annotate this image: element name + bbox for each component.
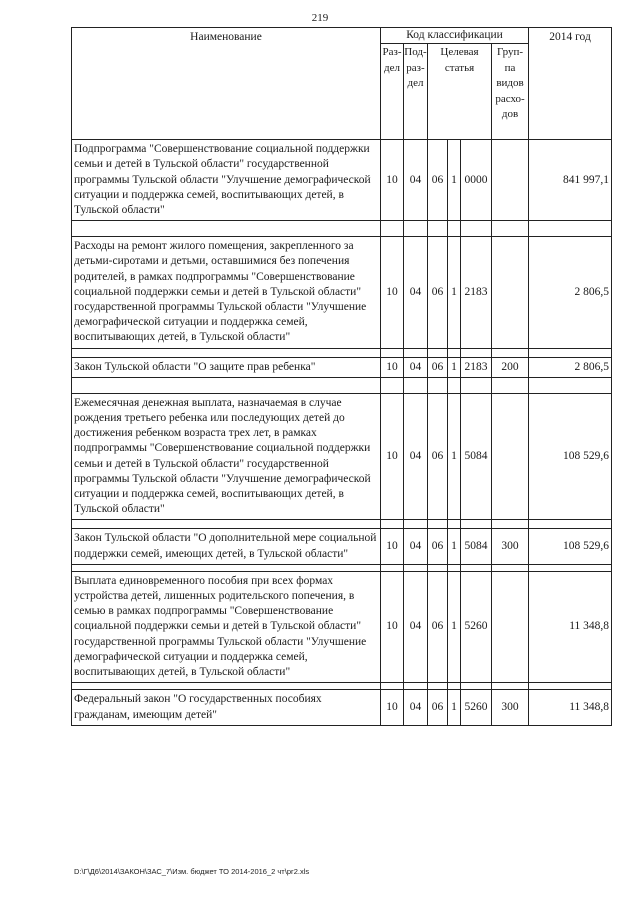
row-podrazdel: 04 xyxy=(404,393,428,520)
row-target-part1: 06 xyxy=(428,571,448,682)
row-spacer xyxy=(72,348,612,357)
table-row xyxy=(72,393,612,520)
row-amount: 11 348,8 xyxy=(529,571,612,682)
row-amount: 108 529,6 xyxy=(529,529,612,564)
row-name: Закон Тульской области "О защите прав ребенка" xyxy=(72,357,381,377)
table-row xyxy=(72,140,612,221)
row-target-part3: 0000 xyxy=(461,140,492,221)
row-target-part1: 06 xyxy=(428,237,448,348)
row-podrazdel: 04 xyxy=(404,357,428,377)
row-target-part1: 06 xyxy=(428,140,448,221)
row-name: Выплата единовременного пособия при всех формах устройства детей, лишенных родительского попечения, в семью в рамках подпрограммы "Совершенствование социальной поддержки семьи и детей в Тульской области" государственной программы Тульской области "Улучшение демографической ситуации и поддержка семей, воспитывающих детей, в Тульской области" xyxy=(72,571,381,682)
budget-table xyxy=(71,27,612,726)
row-razdel: 10 xyxy=(381,393,404,520)
row-spacer xyxy=(72,564,612,571)
row-amount: 11 348,8 xyxy=(529,690,612,725)
header-code-group: Код классификации xyxy=(381,28,529,44)
row-name: Расходы на ремонт жилого помещения, закрепленного за детьми-сиротами и детьми, оставшимися без попечения родителей, в рамках подпрограммы "Совершенствование социальной поддержки семьи и детей в Тульской области" государственной программы Тульской области "Улучшение демографической ситуации и поддержка семей, воспитывающих детей, в Тульской области" xyxy=(72,237,381,348)
row-target-part3: 5260 xyxy=(461,571,492,682)
header-year: 2014 год xyxy=(529,28,612,140)
row-amount: 108 529,6 xyxy=(529,393,612,520)
row-target-part3: 5084 xyxy=(461,393,492,520)
row-target-part2: 1 xyxy=(448,140,461,221)
table-row xyxy=(72,529,612,564)
row-spacer xyxy=(72,377,612,393)
table-row xyxy=(72,357,612,377)
row-target-part1: 06 xyxy=(428,357,448,377)
header-target: Целевая статья xyxy=(428,44,492,140)
file-path-footer: D:\Г\Д6\2014\ЗАКОН\ЗАС_7\Изм. бюджет ТО 2014-2016_2 чт\рг2.xls xyxy=(74,867,310,876)
row-razdel: 10 xyxy=(381,529,404,564)
row-amount: 2 806,5 xyxy=(529,357,612,377)
row-name: Федеральный закон "О государственных пособиях гражданам, имеющим детей" xyxy=(72,690,381,725)
page-number: 219 xyxy=(311,12,329,24)
row-target-part1: 06 xyxy=(428,690,448,725)
row-target-part2: 1 xyxy=(448,393,461,520)
row-vid xyxy=(492,237,529,348)
row-target-part3: 5084 xyxy=(461,529,492,564)
header-podrazdel: Под- раз- дел xyxy=(404,44,428,140)
header-row-top xyxy=(72,28,612,44)
table-row xyxy=(72,237,612,348)
row-spacer xyxy=(72,520,612,529)
row-podrazdel: 04 xyxy=(404,690,428,725)
table-row xyxy=(72,690,612,725)
row-target-part2: 1 xyxy=(448,690,461,725)
header-vid: Груп- па видов расхо- дов xyxy=(492,44,529,140)
row-vid: 300 xyxy=(492,529,529,564)
row-podrazdel: 04 xyxy=(404,140,428,221)
row-razdel: 10 xyxy=(381,571,404,682)
row-name: Закон Тульской области "О дополнительной мере социальной поддержки семей, имеющих детей, в Тульской области" xyxy=(72,529,381,564)
header-razdel: Раз- дел xyxy=(381,44,404,140)
row-target-part1: 06 xyxy=(428,393,448,520)
row-razdel: 10 xyxy=(381,690,404,725)
row-podrazdel: 04 xyxy=(404,529,428,564)
row-spacer xyxy=(72,683,612,690)
row-target-part3: 2183 xyxy=(461,357,492,377)
row-podrazdel: 04 xyxy=(404,237,428,348)
row-razdel: 10 xyxy=(381,237,404,348)
row-target-part3: 2183 xyxy=(461,237,492,348)
row-amount: 841 997,1 xyxy=(529,140,612,221)
row-vid xyxy=(492,140,529,221)
row-target-part2: 1 xyxy=(448,571,461,682)
row-vid: 300 xyxy=(492,690,529,725)
row-target-part1: 06 xyxy=(428,529,448,564)
row-razdel: 10 xyxy=(381,357,404,377)
row-vid: 200 xyxy=(492,357,529,377)
row-podrazdel: 04 xyxy=(404,571,428,682)
row-target-part2: 1 xyxy=(448,529,461,564)
row-spacer xyxy=(72,221,612,237)
row-name: Подпрограмма "Совершенствование социальной поддержки семьи и детей в Тульской области" государственной программы Тульской области "Улучшение демографической ситуации и поддержка семей, воспитывающих детей, в Тульской области" xyxy=(72,140,381,221)
row-vid xyxy=(492,393,529,520)
row-target-part2: 1 xyxy=(448,357,461,377)
row-target-part2: 1 xyxy=(448,237,461,348)
table-row xyxy=(72,571,612,682)
row-vid xyxy=(492,571,529,682)
row-name: Ежемесячная денежная выплата, назначаемая в случае рождения третьего ребенка или последующих детей до достижения ребенком возраста трех лет, в рамках подпрограммы "Совершенствование социальной поддержки семьи и детей в Тульской области" государственной программы Тульской области "Улучшение демографической ситуации и поддержка семей, воспитывающих детей, в Тульской области" xyxy=(72,393,381,520)
row-amount: 2 806,5 xyxy=(529,237,612,348)
header-name: Наименование xyxy=(72,28,381,140)
row-razdel: 10 xyxy=(381,140,404,221)
row-target-part3: 5260 xyxy=(461,690,492,725)
